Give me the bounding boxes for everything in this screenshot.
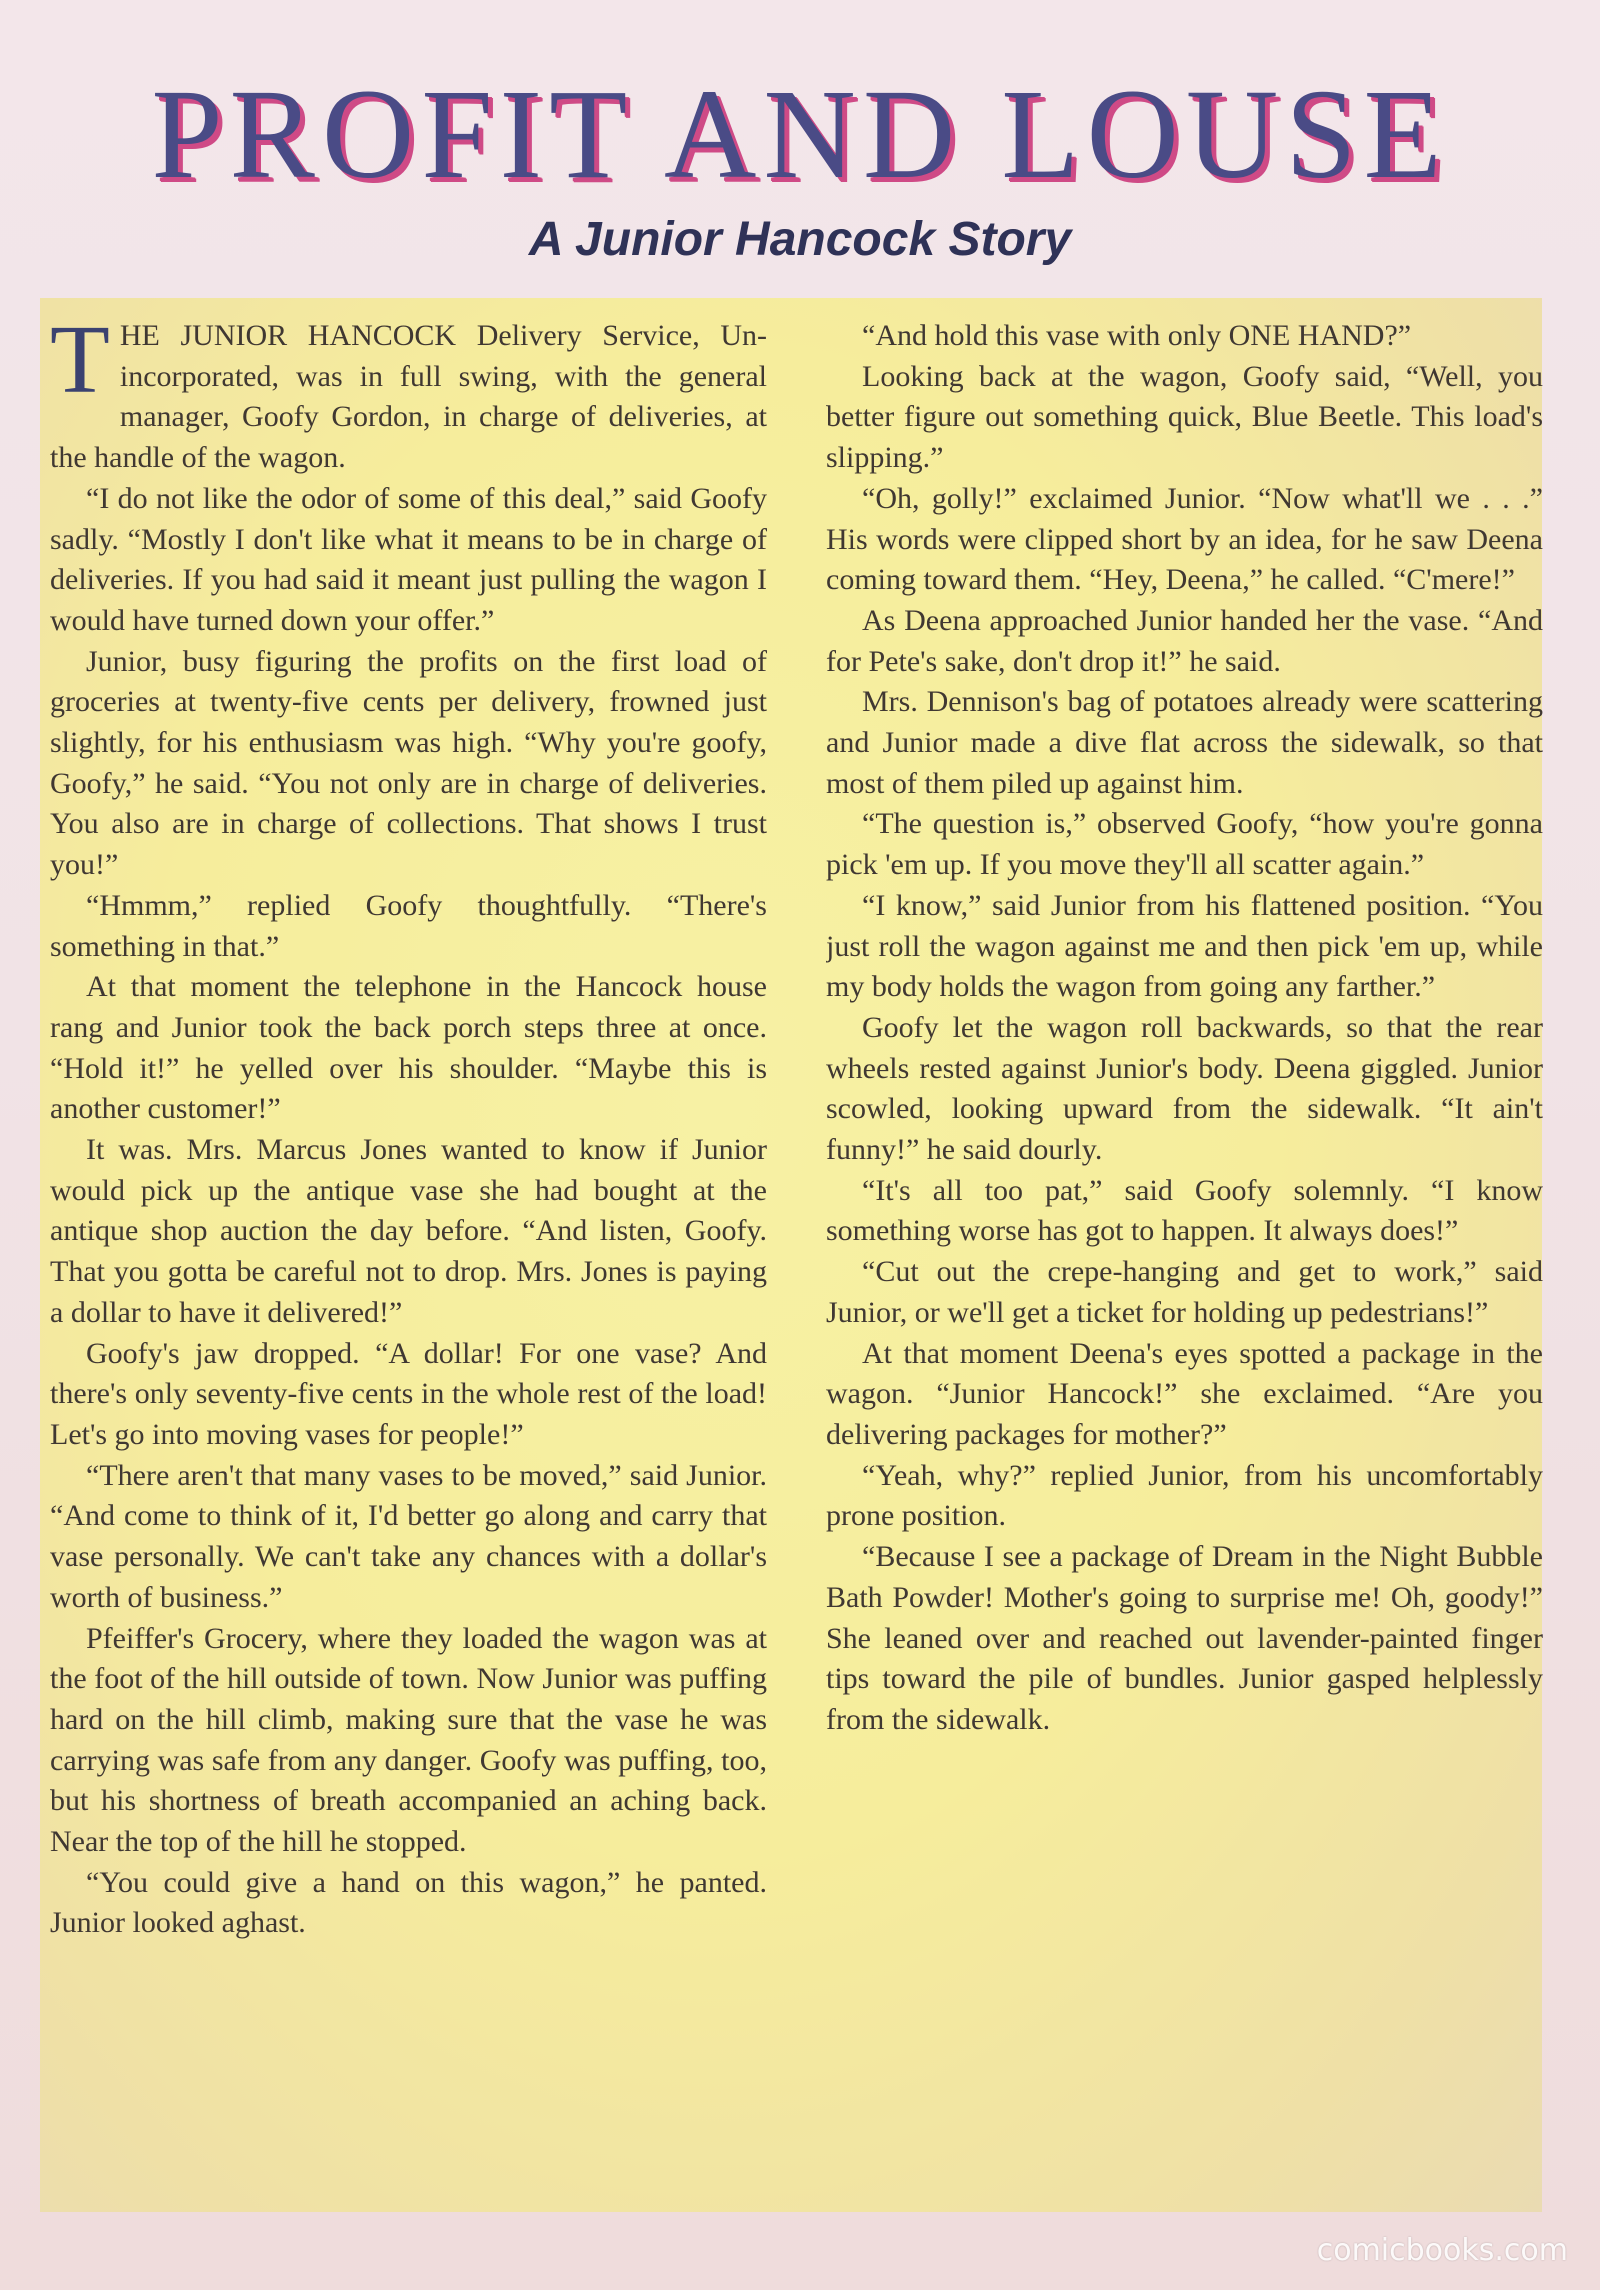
page-title: PROFIT AND LOUSE [151, 63, 1449, 205]
story-paragraph: Junior, busy figuring the profits on the first load of groceries at twenty-five cents per delivery, frowned just slightly, for his enthusiasm was high. “Why you're goofy, Goofy,” he said. “You not only are in charge of deliveries. You also are in charge of collections. That shows I trust you!” [50, 644, 767, 882]
drop-cap: T [50, 316, 110, 414]
story-paragraph: At that moment Deena's eyes spotted a package in the wagon. “Junior Hancock!” she exclaimed. “Are you delivering packages for mother?” [826, 1336, 1543, 1451]
story-paragraph: Goofy let the wagon roll backwards, so that the rear wheels rested against Junior's body. Deena giggled. Junior scowled, looking upward from the sidewalk. “It ain't funny!” he said dourly. [826, 1010, 1543, 1167]
page-subtitle: A Junior Hancock Story [528, 213, 1072, 266]
story-paragraph: “You could give a hand on this wagon,” he panted. Junior looked aghast. [50, 1865, 767, 1940]
story-paragraph: “Because I see a package of Dream in the Night Bubble Bath Powder! Mother's going to surprise me! Oh, goody!” She leaned over and reached out lavender-painted finger tips toward the pile of bundles. Junior gasped helplessly from the sidewalk. [826, 1540, 1543, 1736]
watermark-text: comicbooks.com [1316, 2233, 1568, 2268]
story-paragraph: “It's all too pat,” said Goofy solemnly. “I know something worse has got to happen. It always does!” [826, 1173, 1543, 1248]
story-paragraph: At that moment the telephone in the Hancock house rang and Junior took the back porch steps three at once. “Hold it!” he yelled over his shoulder. “Maybe this is another customer!” [50, 970, 767, 1126]
story-paragraph: “Yeah, why?” replied Junior, from his uncomfortably prone position. [826, 1458, 1543, 1533]
story-column-left [50, 316, 767, 2216]
story-paragraph: “There aren't that many vases to be moved,” said Junior. “And come to think of it, I'd better go along and carry that vase personally. We can't take any chances with a dollar's worth of business.” [50, 1458, 767, 1614]
story-paragraph: Mrs. Dennison's bag of potatoes already were scattering and Junior made a dive flat across the sidewalk, so that most of them piled up against him. [826, 685, 1543, 800]
story-paragraph: “The question is,” observed Goofy, “how you're gonna pick 'em up. If you move they'll all scatter again.” [826, 807, 1543, 882]
story-paragraph: Goofy's jaw dropped. “A dollar! For one vase? And there's only seventy-five cents in the whole rest of the load! Let's go into moving vases for people!” [50, 1336, 767, 1451]
story-paragraph: Pfeiffer's Grocery, where they loaded the wagon was at the foot of the hill outside of town. Now Junior was puffing hard on the hill climb, making sure that the vase he was carrying was safe from any danger. Goofy was puffing, too, but his shortness of breath accompanied an aching back. Near the top of the hill he stopped. [50, 1621, 767, 1859]
story-paragraph: “I do not like the odor of some of this deal,” said Goofy sadly. “Mostly I don't like what it means to be in charge of deliveries. If you had said it meant just pulling the wagon I would have turned down your offer.” [50, 481, 767, 637]
story-paragraph: “And hold this vase with only ONE HAND?” [862, 319, 1412, 352]
story-paragraph: Looking back at the wagon, Goofy said, “Well, you better figure out something quick, Blue Beetle. This load's slipping.” [826, 359, 1543, 475]
story-paragraph [50, 316, 767, 479]
story-paragraph: It was. Mrs. Marcus Jones wanted to know if Junior would pick up the antique vase she had bought at the antique shop auction the day before. “And listen, Goofy. That you gotta be careful not to drop. Mrs. Jones is paying a dollar to have it delivered!” [50, 1133, 767, 1329]
story-column-right [826, 316, 1543, 2216]
story-paragraph: As Deena approached Junior handed her the vase. “And for Pete's sake, don't drop it!” he said. [826, 603, 1543, 678]
story-paragraph: “Hmmm,” replied Goofy thoughtfully. “There's something in that.” [50, 888, 767, 963]
paragraph-text: HE JUNIOR HANCOCK Delivery Service, Un-incorporated, was in full swing, with the general manager, Goofy Gordon, in charge of deliveries, at the handle of the wagon. [50, 319, 767, 475]
story-paragraph: “Oh, golly!” exclaimed Junior. “Now what'll we . . .” His words were clipped short by an idea, for he saw Deena coming toward them. “Hey, Deena,” he called. “C'mere!” [826, 481, 1543, 597]
story-paragraph: “Cut out the crepe-hanging and get to work,” said Junior, or we'll get a ticket for holding up pedestrians!” [826, 1255, 1543, 1329]
story-paragraph: “I know,” said Junior from his flattened position. “You just roll the wagon against me and then pick 'em up, while my body holds the wagon from going any farther.” [826, 888, 1543, 1004]
